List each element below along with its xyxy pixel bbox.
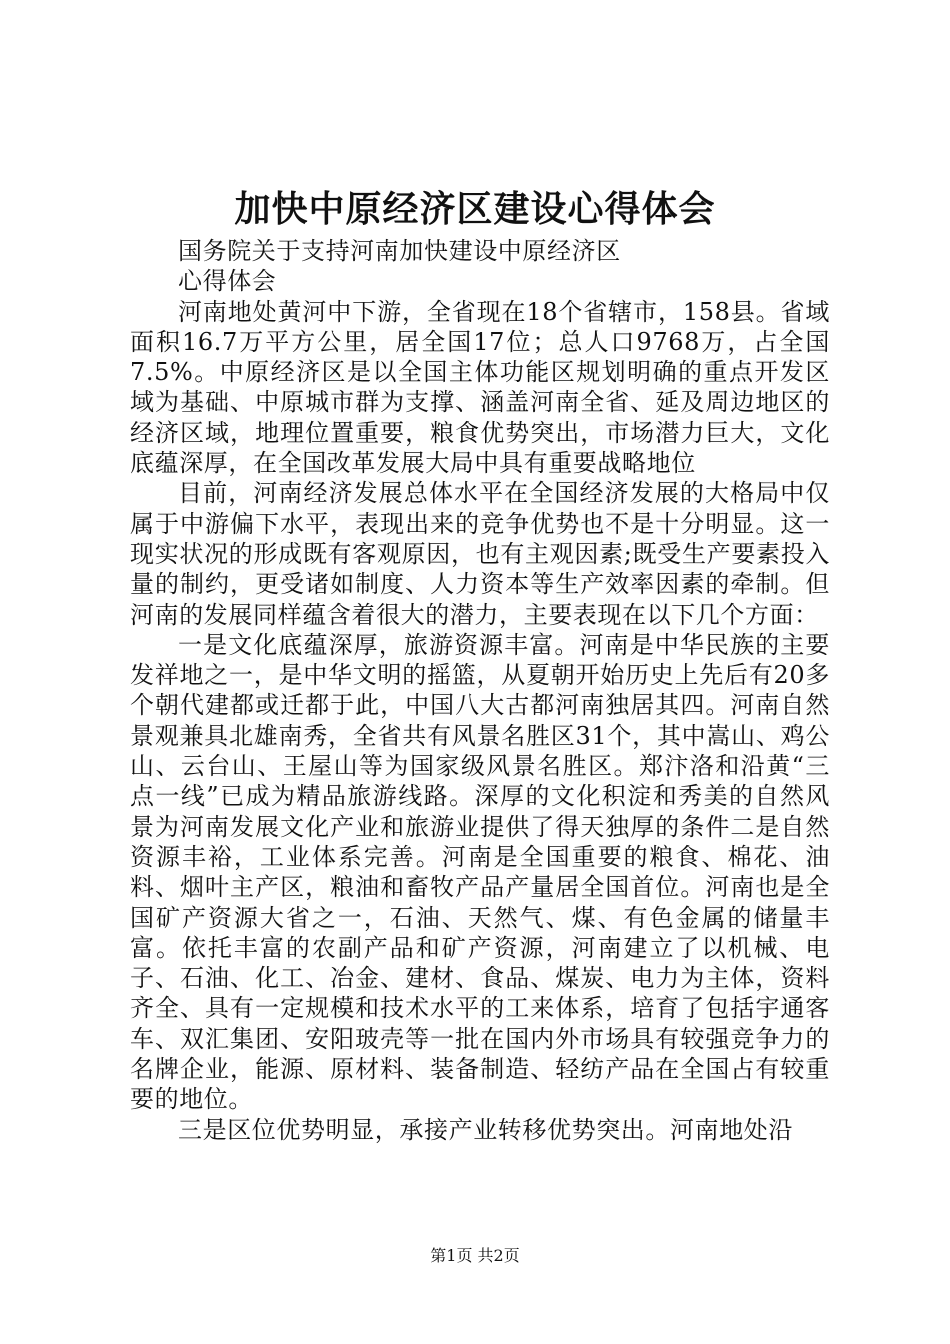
paragraph: 河南地处黄河中下游，全省现在18个省辖市，158县。省域面积16.7万平方公里，居全国17位；总人口9768万，占全国7.5%。中原经济区是以全国主体功能区规划明确的重点开发区域为基础、中原城市群为支撑、涵盖河南全省、延及周边地区的经济区域，地理位置重要，粮食优势突出，市场潜力巨大，文化底蕴深厚，在全国改革发展大局中具有重要战略地位: [130, 297, 830, 478]
paragraph: 一是文化底蕴深厚，旅游资源丰富。河南是中华民族的主要发祥地之一，是中华文明的摇篮，从夏朝开始历史上先后有20多个朝代建都或迁都于此，中国八大古都河南独居其四。河南自然景观兼具北雄南秀，全省共有风景名胜区31个，其中嵩山、鸡公山、云台山、王屋山等为国家级风景名胜区。郑汴洛和沿黄“三点一线”已成为精品旅游线路。深厚的文化积淀和秀美的自然风景为河南发展文化产业和旅游业提供了得天独厚的条件二是自然资源丰裕，工业体系完善。河南是全国重要的粮食、棉花、油料、烟叶主产区，粮油和畜牧产品产量居全国首位。河南也是全国矿产资源大省之一，石油、天然气、煤、有色金属的储量丰富。依托丰富的农副产品和矿产资源，河南建立了以机械、电子、石油、化工、冶金、建材、食品、煤炭、电力为主体，资料齐全、具有一定规模和技术水平的工来体系，培育了包括宇通客车、双汇集团、安阳玻壳等一批在国内外市场具有较强竞争力的名牌企业，能源、原材料、装备制造、轻纺产品在全国占有较重要的地位。: [130, 630, 830, 1114]
document-title: 加快中原经济区建设心得体会: [234, 188, 716, 230]
paragraph: 目前，河南经济发展总体水平在全国经济发展的大格局中仅属于中游偏下水平，表现出来的竞争优势也不是十分明显。这一现实状况的形成既有客观原因，也有主观因素;既受生产要素投入量的制约，更受诸如制度、人力资本等生产效率因素的牵制。但河南的发展同样蕴含着很大的潜力，主要表现在以下几个方面：: [130, 479, 830, 629]
page-number: 第1页 共2页: [430, 1246, 520, 1265]
paragraph-subtitle-cont: 心得体会: [178, 267, 277, 296]
paragraph: 三是区位优势明显，承接产业转移优势突出。河南地处沿: [178, 1115, 793, 1144]
paragraph-subtitle: 国务院关于支持河南加快建设中原经济区: [178, 237, 621, 265]
document-body: [130, 236, 830, 1145]
